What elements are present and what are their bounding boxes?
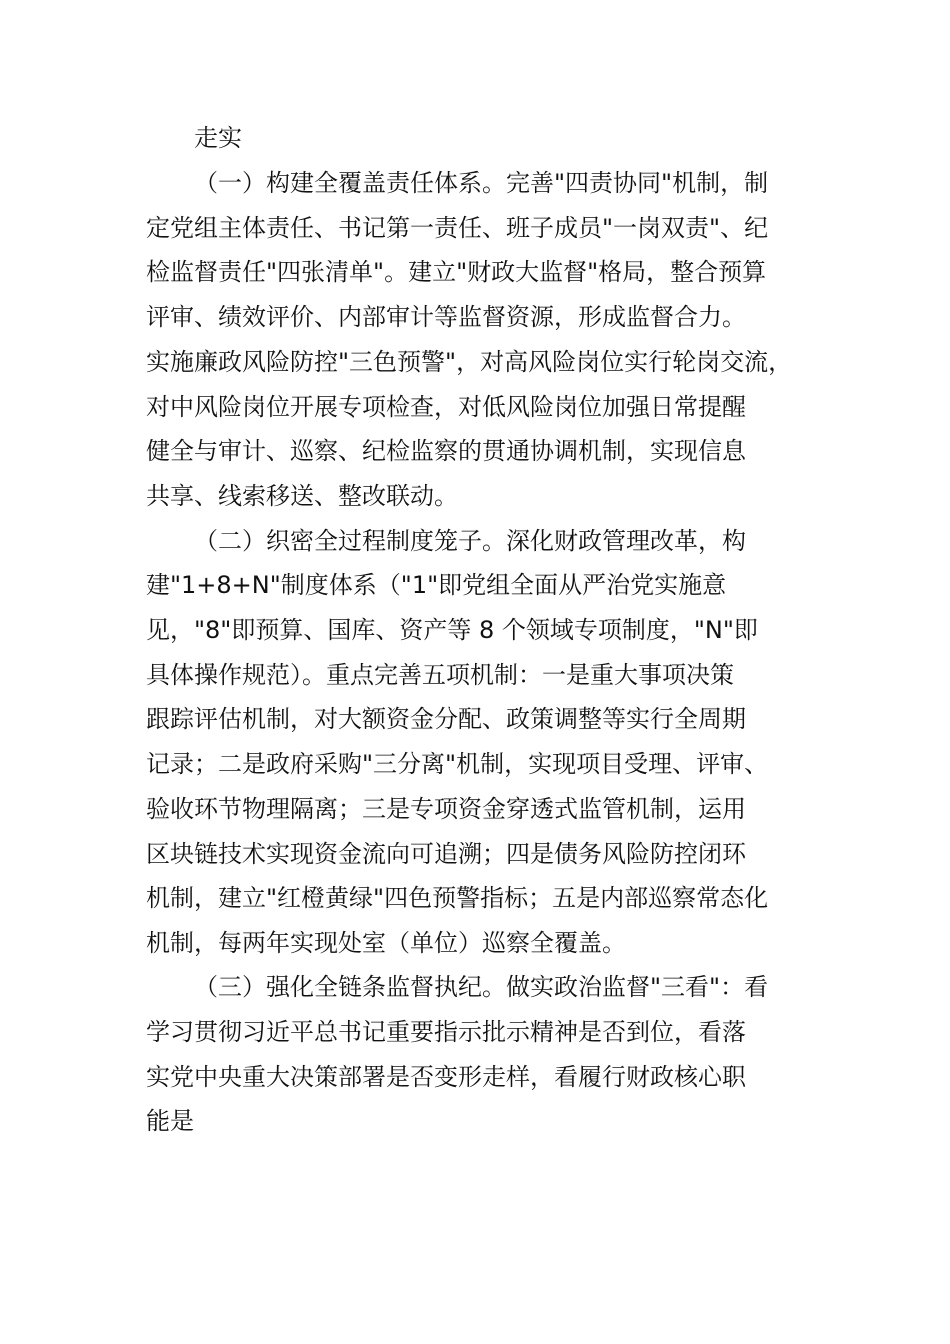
text-line: 记录；二是政府采购"三分离"机制，实现项目受理、评审、: [146, 750, 769, 778]
text-line: 验收环节物理隔离；三是专项资金穿透式监管机制，运用: [146, 795, 746, 823]
text-line: 对中风险岗位开展专项检查，对低风险岗位加强日常提醒: [146, 393, 746, 421]
text-line: 评审、绩效评价、内部审计等监督资源，形成监督合力。: [146, 303, 746, 331]
text-line: 学习贯彻习近平总书记重要指示批示精神是否到位，看落: [146, 1018, 746, 1046]
text-line: （二）织密全过程制度笼子。深化财政管理改革，构: [194, 527, 746, 555]
text-line: （三）强化全链条监督执纪。做实政治监督"三看"：看: [194, 973, 769, 1001]
text-line: 实党中央重大决策部署是否变形走样，看履行财政核心职: [146, 1063, 746, 1091]
text-line: 见，"8"即预算、国库、资产等 8 个领域专项制度，"N"即: [146, 616, 758, 644]
text-line: 跟踪评估机制，对大额资金分配、政策调整等实行全周期: [146, 705, 746, 733]
text-line: 检监督责任"四张清单"。建立"财政大监督"格局，整合预算: [146, 258, 767, 286]
text-line: 共享、线索移送、整改联动。: [146, 482, 458, 510]
text-line: 健全与审计、巡察、纪检监察的贯通协调机制，实现信息: [146, 437, 746, 465]
text-line: 实施廉政风险防控"三色预警"，对高风险岗位实行轮岗交流，: [146, 348, 793, 376]
text-line: 能是: [146, 1107, 194, 1135]
text-line: 具体操作规范）。重点完善五项机制：一是重大事项决策: [146, 661, 734, 689]
text-line: 定党组主体责任、书记第一责任、班子成员"一岗双责"、纪: [146, 214, 769, 242]
text-line: 走实: [194, 124, 242, 152]
text-line: 建"1+8+N"制度体系（"1"即党组全面从严治党实施意: [146, 571, 727, 599]
text-line: （一）构建全覆盖责任体系。完善"四责协同"机制，制: [194, 169, 769, 197]
text-line: 机制，每两年实现处室（单位）巡察全覆盖。: [146, 929, 626, 957]
text-line: 机制，建立"红橙黄绿"四色预警指标；五是内部巡察常态化: [146, 884, 769, 912]
text-line: 区块链技术实现资金流向可追溯；四是债务风险防控闭环: [146, 840, 746, 868]
